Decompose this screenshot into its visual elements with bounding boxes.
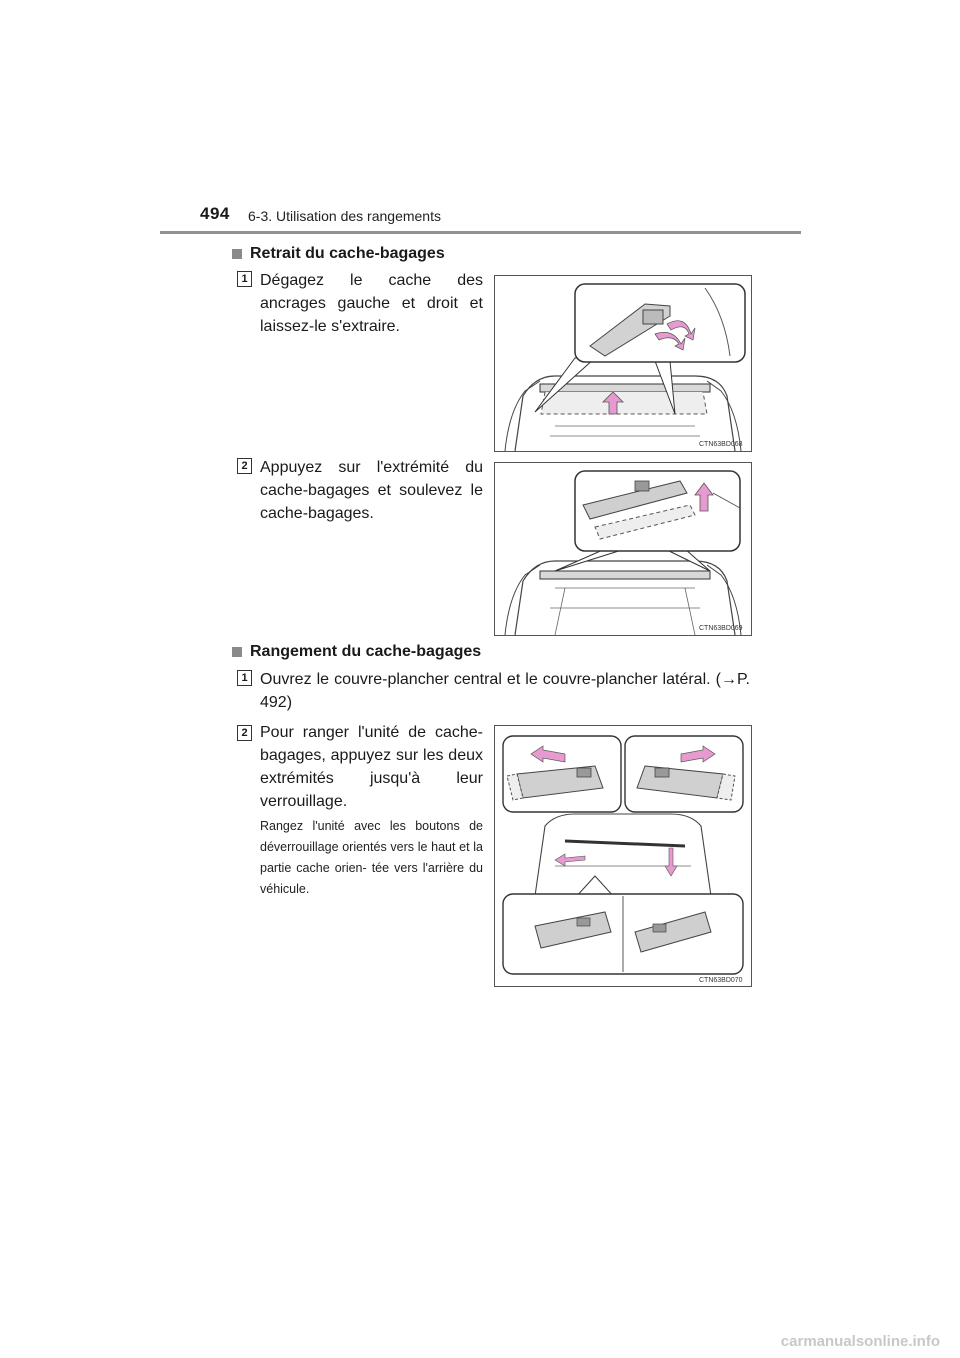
figure-store-cover (494, 725, 752, 987)
removal-step-2-number: 2 (237, 458, 252, 474)
removal-step-2-text: Appuyez sur l'extrémité du cache-bagages et soulevez le cache-bagages. (260, 459, 483, 522)
header-rule (160, 231, 801, 234)
figure-lift-cover (494, 462, 752, 636)
bullet-square-icon (232, 647, 242, 657)
storage-heading-text: Rangement du cache-bagages (250, 643, 482, 660)
removal-heading-text: Retrait du cache-bagages (250, 245, 445, 262)
page-number: 494 (200, 204, 230, 223)
storage-note: Rangez l'unité avec les boutons de déverrouillage orientés vers le haut et la partie cache orien- tée vers l'arrière du véhicule. (260, 819, 483, 896)
storage-heading (232, 643, 481, 661)
figure-2-code: CTN63BD069 (699, 625, 743, 632)
removal-step-1-text: Dégagez le cache des ancrages gauche et droit et laissez-le s'extraire. (260, 272, 483, 335)
watermark: carmanualsonline.info (780, 1333, 940, 1350)
removal-heading (232, 245, 445, 263)
removal-step-1-number: 1 (237, 271, 252, 287)
figure-3-code: CTN63BD070 (699, 977, 743, 984)
storage-step-2-number: 2 (237, 725, 252, 741)
storage-step-2-text: Pour ranger l'unité de cache-bagages, appuyez sur les deux extrémités jusqu'à leur verrouillage. (260, 724, 483, 810)
storage-step-1-number: 1 (237, 670, 252, 686)
storage-step-1-text: Ouvrez le couvre-plancher central et le couvre-plancher latéral. (→P. 492) (260, 671, 750, 711)
section-title: 6-3. Utilisation des rangements (248, 208, 441, 224)
figure-1-code: CTN63BD068 (699, 441, 743, 448)
bullet-square-icon (232, 249, 242, 259)
figure-remove-cover (494, 275, 752, 452)
